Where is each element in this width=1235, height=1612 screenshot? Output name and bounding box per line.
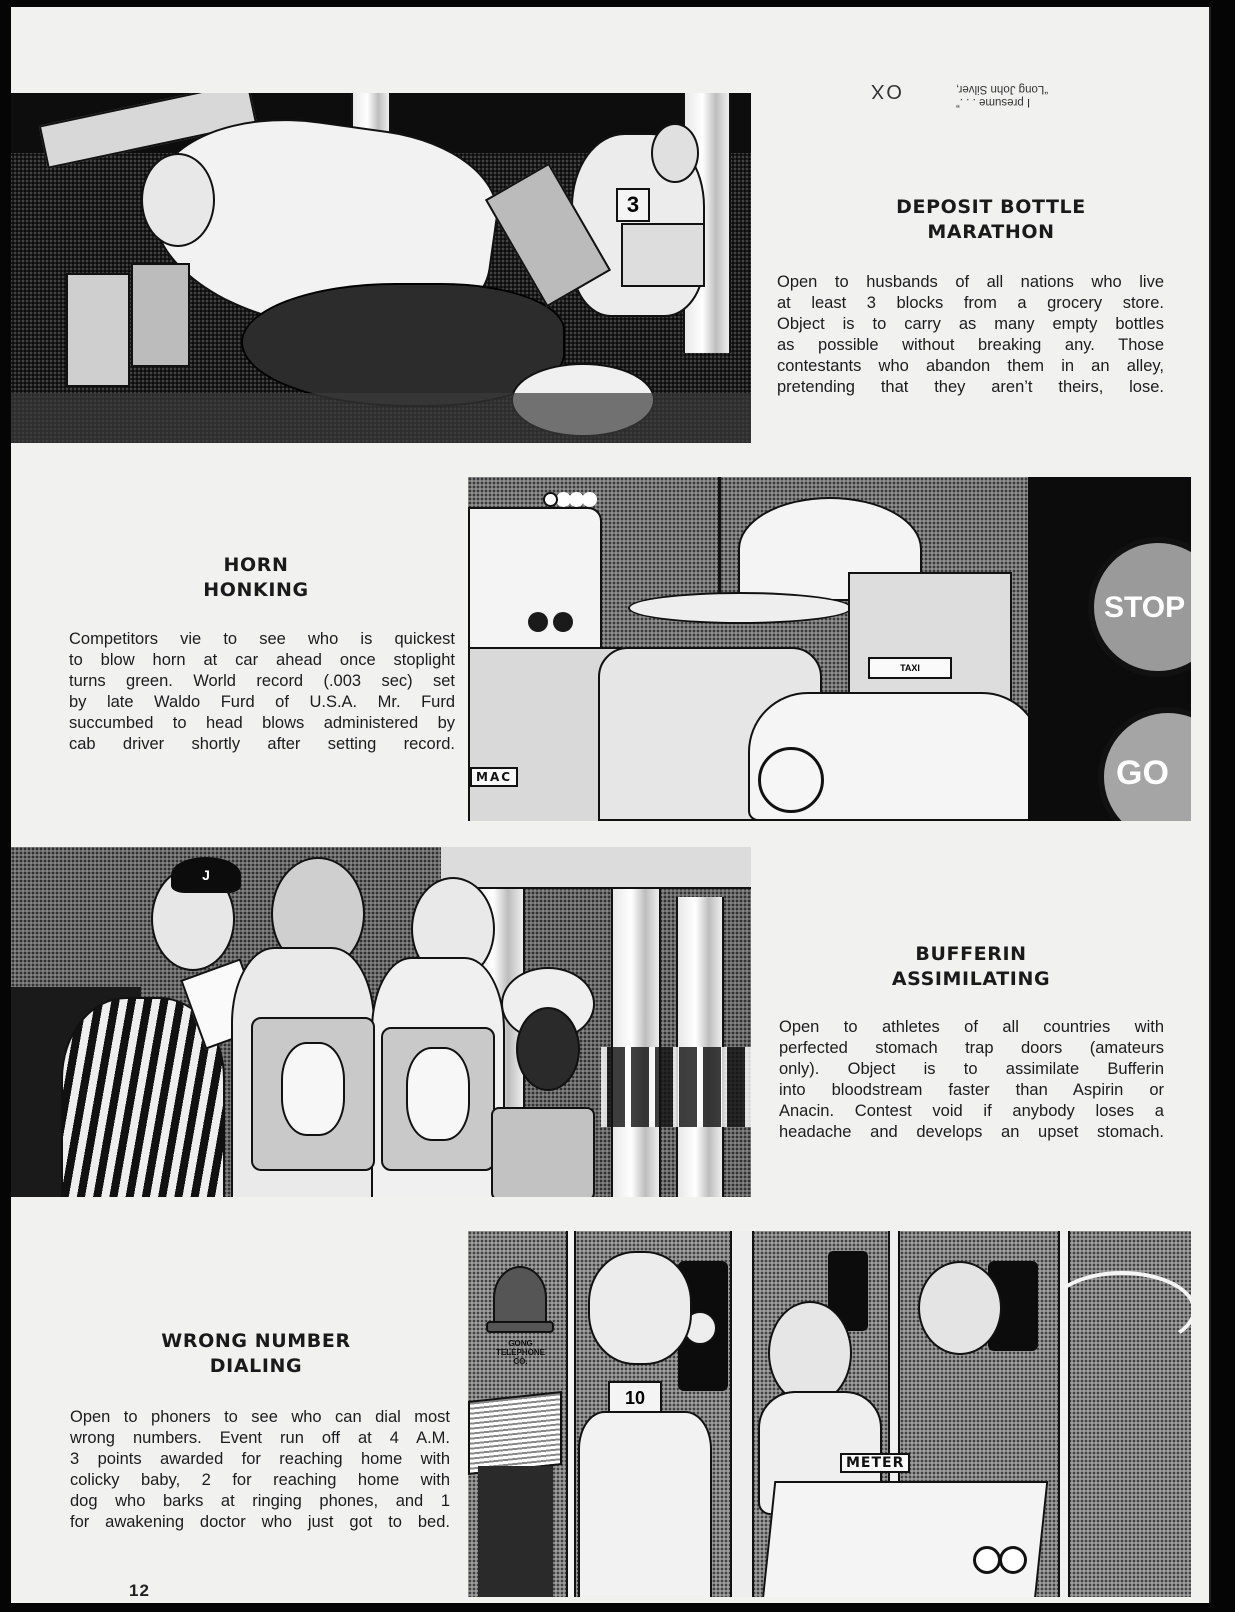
title-line: DEPOSIT BOTTLE [896, 196, 1086, 218]
section-body-bufferin-assimilating [779, 1017, 1164, 1143]
section-body-horn-honking [69, 629, 455, 755]
upside-down-caption-line-2: I presume . . .” [956, 96, 1031, 108]
body-line: pretending that they aren’t theirs, lose. [777, 378, 1164, 396]
body-line: perfected stomach trap doors (amateurs [779, 1039, 1164, 1057]
body-line: contestants who abandon them in an alley, [777, 357, 1164, 375]
illustration-wrong-number-dialing [468, 1231, 1191, 1597]
referee-cap: J [171, 857, 241, 893]
body-line: Open to husbands of all nations who live [777, 273, 1164, 291]
title-line: ASSIMILATING [891, 968, 1051, 990]
title-line: BUFFERIN [915, 943, 1027, 965]
sign-line: CO. [513, 1357, 528, 1366]
body-line: Open to athletes of all countries with [779, 1018, 1164, 1036]
title-line: HORN [223, 554, 289, 576]
runner-number-bib: 3 [616, 188, 650, 222]
body-line: for awakening doctor who just got to bed. [70, 1513, 450, 1531]
go-signal: GO [1098, 707, 1191, 821]
title-line: DIALING [209, 1355, 303, 1377]
runner-number-bib: 10 [608, 1381, 662, 1415]
meter-sign: METER [840, 1453, 910, 1473]
page-number: 12 [129, 1581, 150, 1600]
title-line: MARATHON [927, 221, 1055, 243]
magazine-page [11, 7, 1211, 1603]
section-title-deposit-bottle-marathon [791, 195, 1191, 245]
body-line: Competitors vie to see who is quickest [69, 630, 455, 648]
body-line: headache and develops an upset stomach. [779, 1123, 1164, 1141]
section-title-wrong-number-dialing [56, 1329, 456, 1379]
sign-line: TELEPHONE [496, 1348, 545, 1357]
title-line: WRONG NUMBER [161, 1330, 351, 1352]
body-line: Open to phoners to see who can dial most [70, 1408, 450, 1426]
body-line: Object is to carry as many empty bottles [777, 315, 1164, 333]
body-line: as possible without breaking any. Those [777, 336, 1164, 354]
stop-signal: STOP [1088, 537, 1191, 677]
illustration-horn-honking [468, 477, 1191, 821]
body-line: only). Object is to assimilate Bufferin [779, 1060, 1164, 1078]
illustration-bufferin-assimilating [11, 847, 751, 1197]
telephone-company-sign [483, 1339, 558, 1366]
body-line: to blow horn at car ahead once stoplight [69, 651, 455, 669]
body-line: turns green. World record (.003 sec) set [69, 672, 455, 690]
title-line: HONKING [203, 579, 309, 601]
body-line: by late Waldo Furd of U.S.A. Mr. Furd [69, 693, 455, 711]
section-body-deposit-bottle-marathon [777, 272, 1164, 398]
body-line: dog who barks at ringing phones, and 1 [70, 1492, 450, 1510]
upside-down-caption-line-1: “Long John Silver, [956, 83, 1049, 95]
upside-down-caption [956, 82, 1048, 108]
body-line: colicky baby, 2 for reaching home with [70, 1471, 450, 1489]
body-line: cab driver shortly after setting record. [69, 735, 455, 753]
taxi-sign: TAXI [868, 657, 952, 679]
body-line: wrong numbers. Event run off at 4 A.M. [70, 1429, 450, 1447]
section-body-wrong-number-dialing [70, 1407, 450, 1533]
corner-marks: OX [869, 80, 902, 102]
section-title-horn-honking [56, 553, 456, 603]
illustration-deposit-bottle-marathon [11, 93, 751, 443]
section-title-bufferin-assimilating [771, 942, 1171, 992]
body-line: Anacin. Contest void if anybody loses a [779, 1102, 1164, 1120]
body-line: at least 3 blocks from a grocery store. [777, 294, 1164, 312]
body-line: into bloodstream faster than Aspirin or [779, 1081, 1164, 1099]
body-line: 3 points awarded for reaching home with [70, 1450, 450, 1468]
body-line: succumbed to head blows administered by [69, 714, 455, 732]
truck-label: MAC [470, 767, 518, 787]
sign-line: GONG [508, 1339, 533, 1348]
